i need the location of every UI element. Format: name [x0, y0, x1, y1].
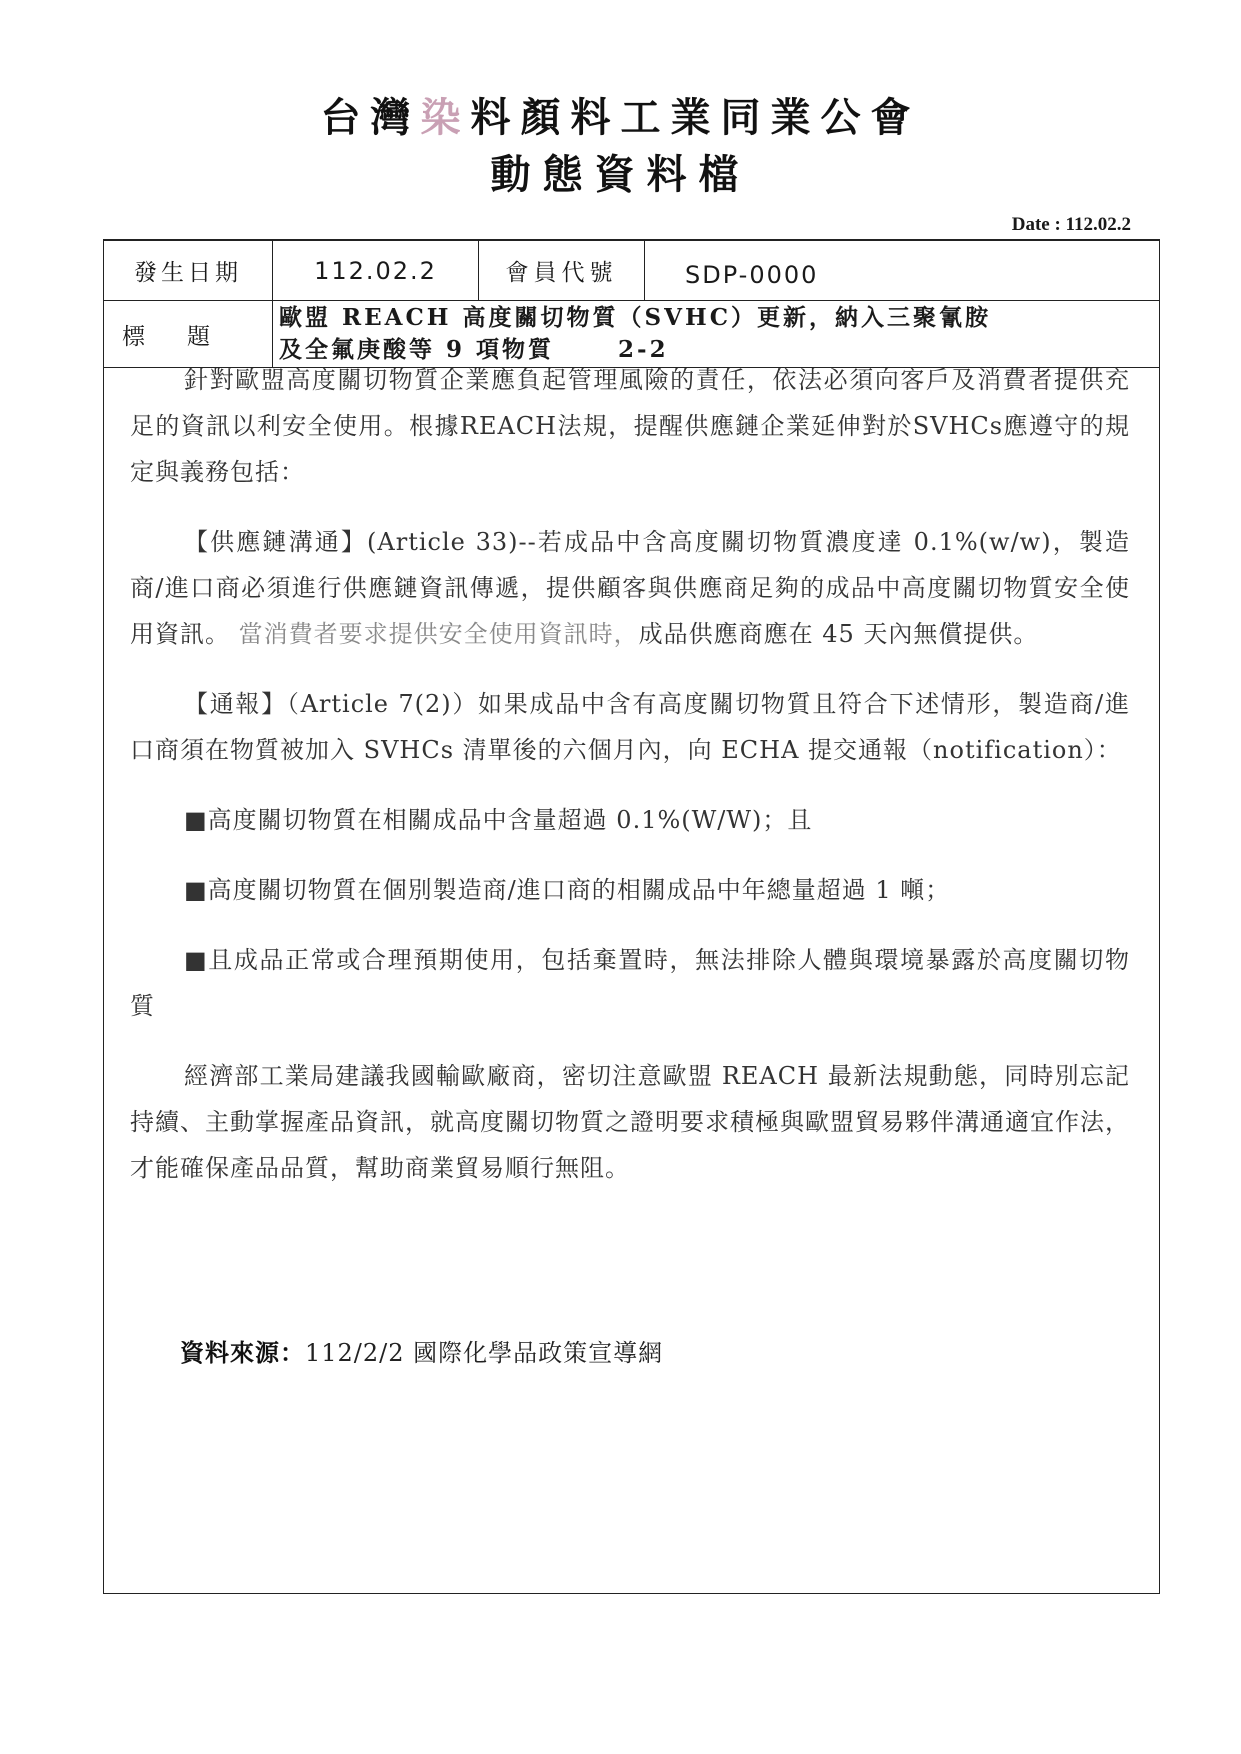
- paragraph-3: 【通報】（Article 7(2)）如果成品中含有高度關切物質且符合下述情形，製造商/進口商須在物質被加入 SVHCs 清單後的六個月內，向 ECHA 提交通報（notification）：: [130, 690, 1130, 764]
- organization-title: 台灣染料顏料工業同業公會: [320, 94, 921, 141]
- bullet-item-2: ■高度關切物質在個別製造商/進口商的相關成品中年總量超過 1 噸；: [184, 876, 951, 904]
- bullet-item-1: ■高度關切物質在相關成品中含量超過 0.1%(W/W)；且: [184, 806, 813, 834]
- document-subtitle: 動態資料檔: [490, 151, 751, 198]
- document-date: Date : 112.02.2: [1011, 214, 1131, 235]
- source-label: 資料來源：: [180, 1338, 305, 1367]
- meta-table: [104, 240, 1159, 368]
- subject-part: 2-2: [618, 336, 669, 363]
- date-label: 發生日期: [104, 241, 273, 301]
- subject-label: 標 題: [104, 301, 273, 368]
- organization-title-highlight: 染: [420, 94, 471, 141]
- subject-line-1: 歐盟 REACH 高度關切物質（SVHC）更新，納入三聚氰胺: [279, 304, 992, 331]
- source-value: 112/2/2 國際化學品政策宣導網: [305, 1339, 664, 1367]
- document-body: [130, 357, 1130, 1191]
- subject-line-2: 及全氟庚酸等 9 項物質 2-2: [279, 336, 669, 363]
- bullet-item-3: ■且成品正常或合理預期使用，包括棄置時，無法排除人體與環境暴露於高度關切物質: [130, 946, 1130, 1020]
- date-value: 112.02.2: [273, 241, 479, 301]
- paragraph-2: 【供應鏈溝通】(Article 33)--若成品中含高度關切物質濃度達 0.1%(w/w)，製造商/進口商必須進行供應鏈資訊傳遞，提供顧客與供應商足夠的成品中高度關切物質安全使用資訊。 當消費者要求提供安全使用資訊時，成品供應商應在 45 天內無償提供。: [130, 528, 1130, 648]
- paragraph-4: 經濟部工業局建議我國輸歐廠商，密切注意歐盟 REACH 最新法規動態，同時別忘記持續、主動掌握產品資訊，就高度關切物質之證明要求積極與歐盟貿易夥伴溝通適宜作法，才能確保產品品質，幫助商業貿易順行無阻。: [130, 1062, 1130, 1182]
- document-frame: [103, 239, 1160, 1594]
- paragraph-1: 針對歐盟高度關切物質企業應負起管理風險的責任，依法必須向客戶及消費者提供充足的資訊以利安全使用。根據REACH法規，提醒供應鏈企業延伸對於SVHCs應遵守的規定與義務包括：: [130, 366, 1130, 486]
- paragraph-2-highlight: 當消費者要求提供安全使用資訊時，: [238, 620, 639, 648]
- member-label: 會員代號: [479, 241, 645, 301]
- source-line: [180, 1333, 663, 1368]
- member-value: SDP-0000: [645, 241, 1160, 301]
